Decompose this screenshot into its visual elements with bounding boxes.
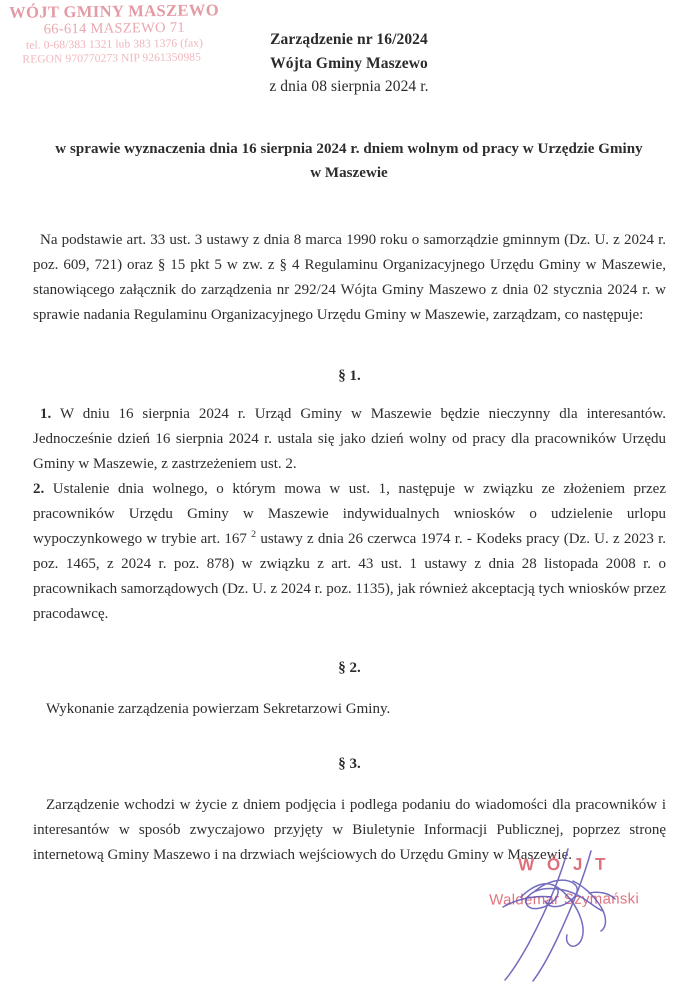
document-title-block [0,28,698,99]
spacer-before-section-3 [33,722,666,752]
section-marker-2: § 2. [338,660,361,677]
item-1-text: W dniu 16 sierpnia 2024 r. Urząd Gminy w Maszewie będzie nieczynny dla interesantów. Jednocześnie dzień 16 sierpnia 2024 r. ustala się jako dzień wolny od pracy dla pracowników Urzędu Gminy w Maszewie, z zastrzeżeniem ust. 2. [33,406,666,473]
preamble-paragraph [33,228,666,328]
section-2-text: Wykonanie zarządzenia powierzam Sekretarzowi Gminy. [46,701,391,718]
signature-title: W Ó J T [518,854,610,875]
letterhead-regon-nip: REGON 970770273 NIP 9261350985 [22,51,202,66]
item-2-text-part1: Ustalenie dnia wolnego, o którym mowa w ust. 1, następuje w związku ze złożeniem przez pracowników Urzędu Gminy w Maszewie indywidualnych wniosków o udzielenie urlopu wypoczynkowego w trybie art. 167 [33,481,666,547]
section-marker-1: § 1. [338,367,361,384]
item-2-number: 2. [33,481,45,498]
section-1-item-2 [33,477,666,626]
section-3-text: Zarządzenie wchodzi w życie z dniem podjęcia i podlega podaniu do wiadomości dla pracowników i interesantów w sposób zwyczajowo przyjęty w Biuletynie Informacji Publicznej, poprzez stronę internetową Gminy Maszewo i na drzwiach wejściowych do Urzędu Gminy w Maszewie. [33,797,666,863]
letterhead-phone: tel. 0-68/383 1321 lub 383 1376 (fax) [25,37,204,53]
item-2-text-part2: ustawy z dnia 26 czerwca 1974 r. - Kodeks pracy (Dz. U. z 2023 r. poz. 1465, z 2024 r. poz. 878) w związku z art. 43 ust. 1 ustawy z dnia 28 listopada 2008 r. o pracownikach samorządowych (Dz. U. z 2024 r. poz. 1135), jak również akceptacją tych wniosków przez pracodawcę. [33,530,666,622]
section-2-body [33,697,666,722]
spacer-after-section-marker-3 [33,777,666,793]
ordinance-number: Zarządzenie nr 16/2024 [270,31,428,48]
spacer-before-section-2 [33,626,666,656]
ordinance-subject: w sprawie wyznaczenia dnia 16 sierpnia 2024 r. dniem wolnym od pracy w Urzędzie Gminy w Maszewie [55,141,643,182]
item-1-number: 1. [40,406,52,423]
item-2-superscript: 2 [251,528,257,540]
signature-name: Waldemar Szymański [489,890,640,909]
ordinance-date: z dnia 08 sierpnia 2024 r. [269,78,429,96]
document-body [33,228,666,868]
letterhead-address: 66-614 MASZEWO 71 [43,19,186,38]
letterhead-office-name: WÓJT GMINY MASZEWO [9,0,220,22]
section-marker-3: § 3. [338,756,361,773]
signature-stamp [455,854,673,909]
spacer-before-section-1 [33,328,666,364]
spacer-after-section-marker-1 [33,388,666,402]
signature-block [455,855,695,987]
ordinance-issuer: Wójta Gminy Maszewo [270,54,428,72]
preamble-text: Na podstawie art. 33 ust. 3 ustawy z dnia 8 marca 1990 roku o samorządzie gminnym (Dz. U. z 2024 r. poz. 609, 721) oraz § 15 pkt 5 w zw. z § 4 Regulaminu Organizacyjnego Urzędu Gminy w Maszewie, stanowiącego załącznik do zarządzenia nr 292/24 Wójta Gminy Maszewo z dnia 02 stycznia 2024 r. w sprawie nadania Regulaminu Organizacyjnego Urzędu Gminy w Maszewie, zarządzam, co następuje: [33,232,666,323]
section-1-item-1 [33,402,666,477]
spacer-after-section-marker-2 [33,681,666,697]
